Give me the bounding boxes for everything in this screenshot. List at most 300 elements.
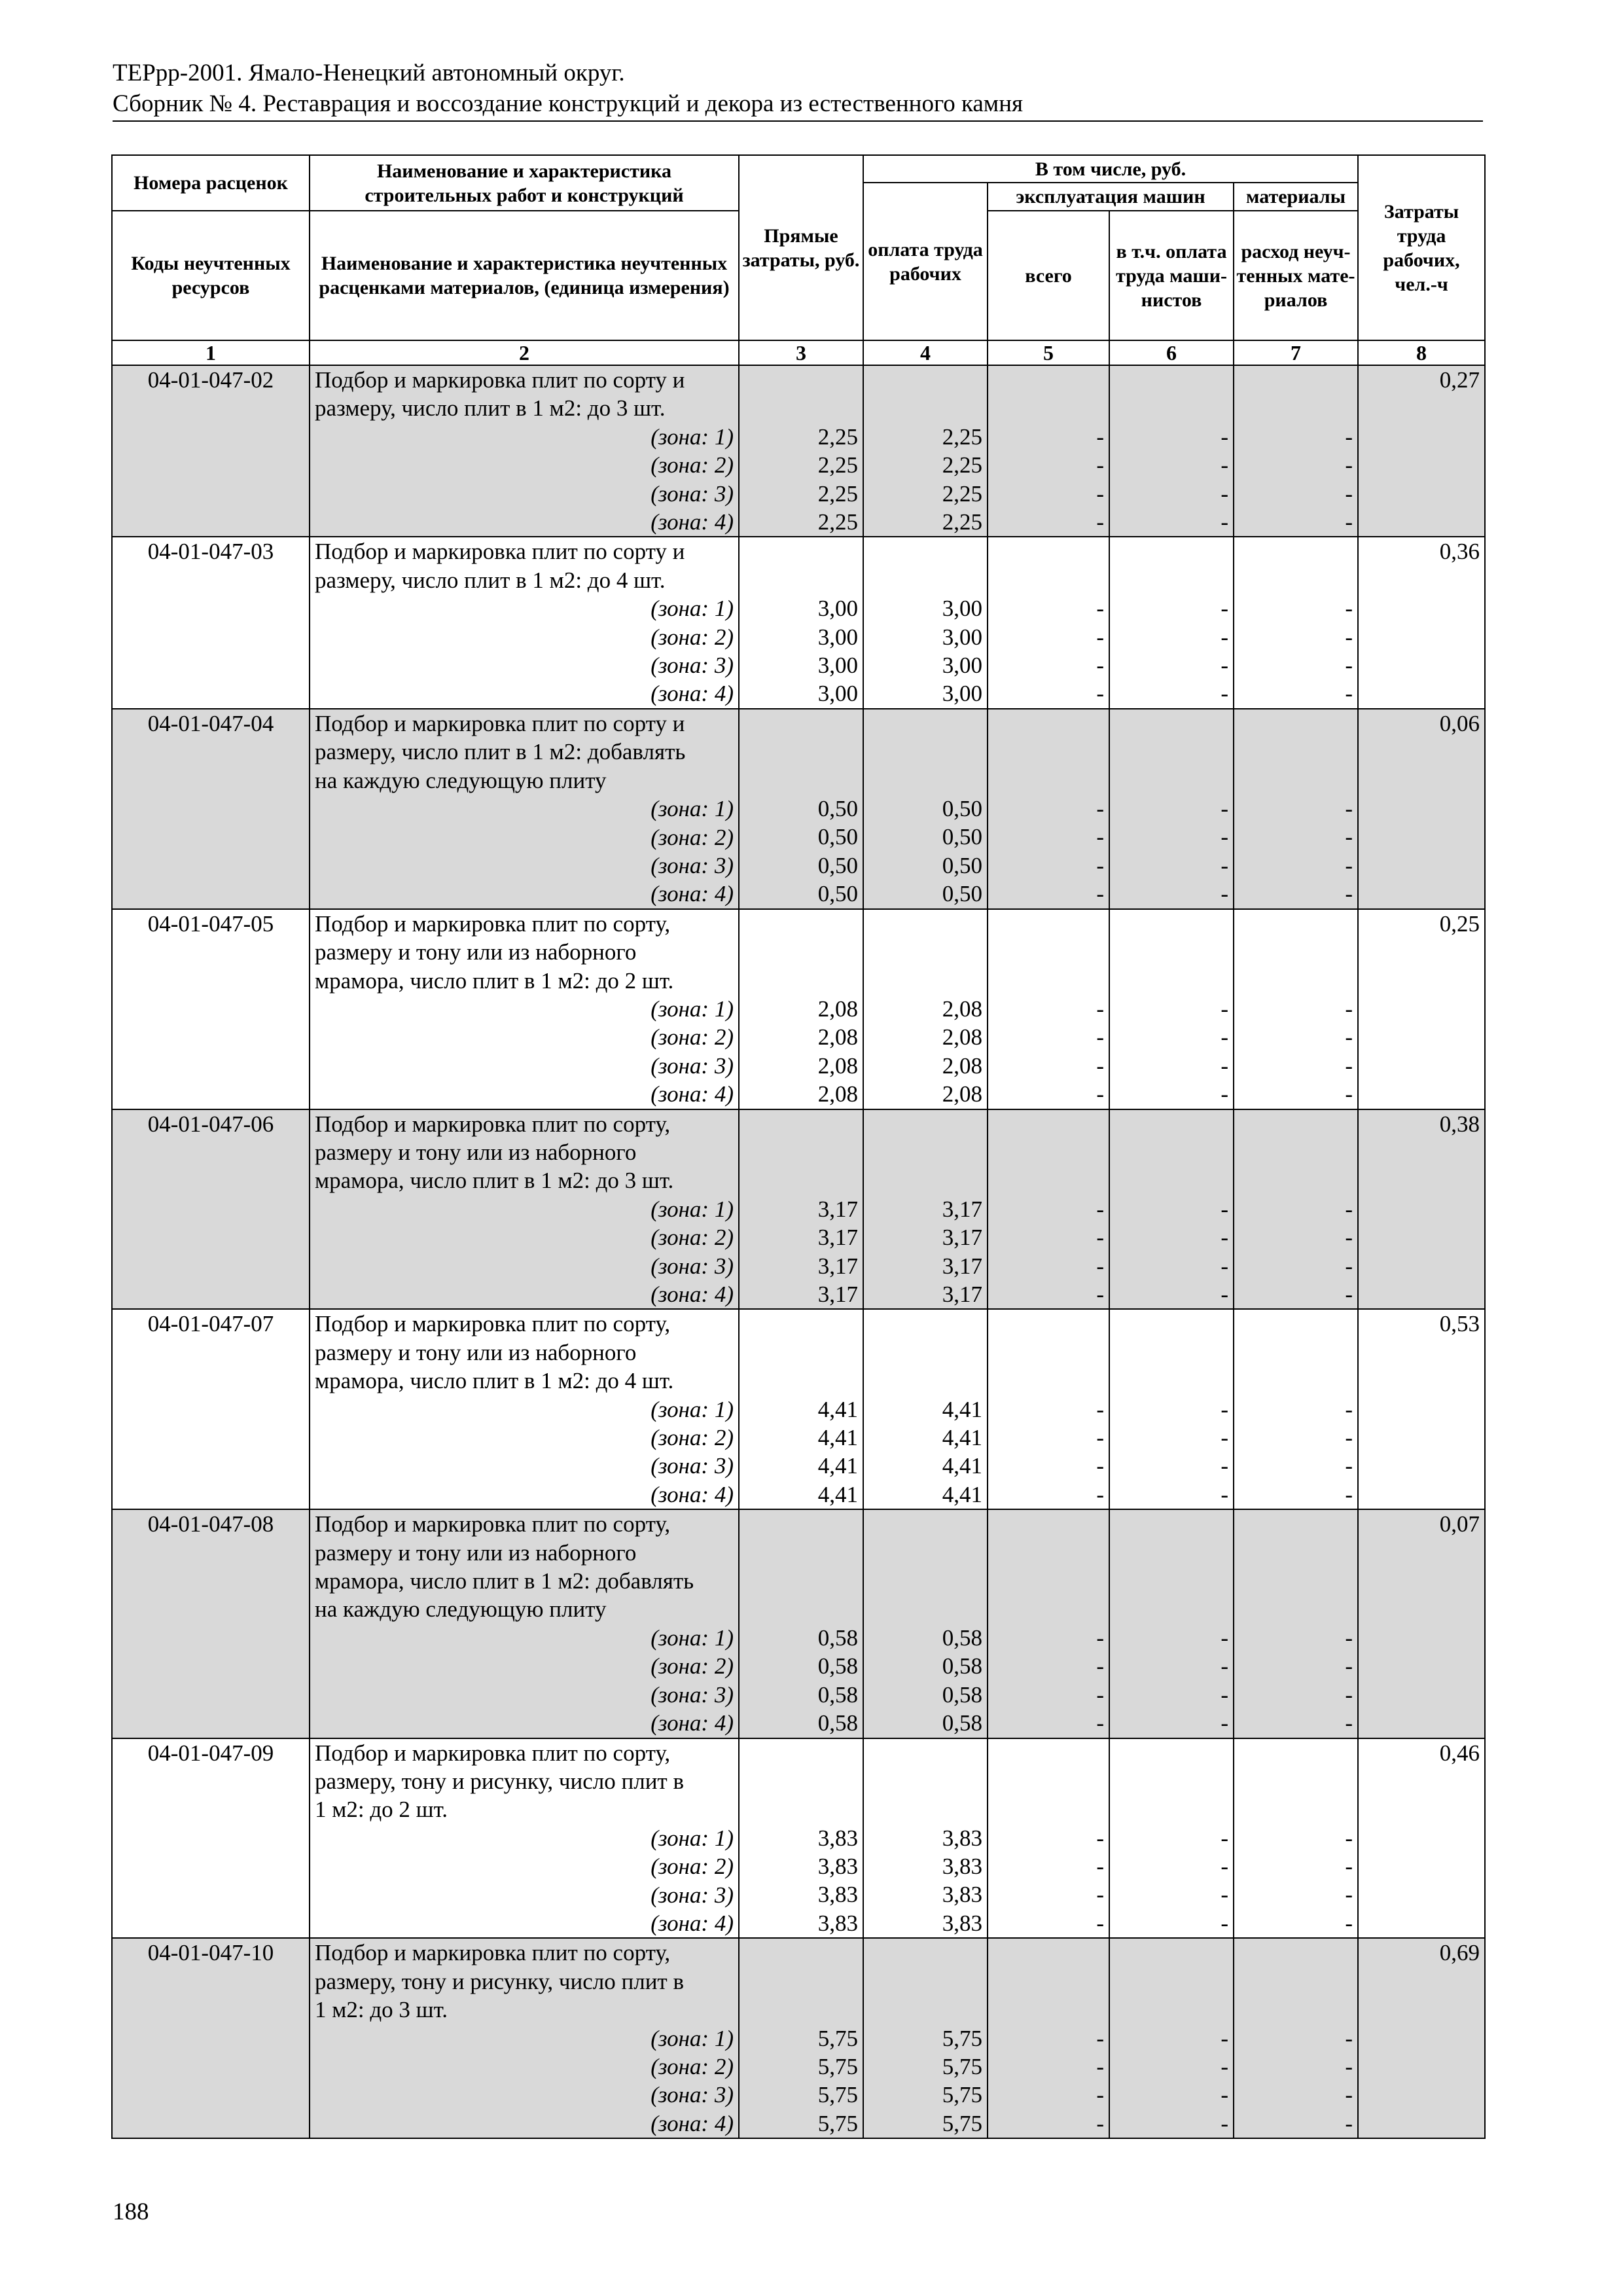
rate-description-cell xyxy=(310,537,739,708)
direct-cost-value: 3,17 xyxy=(817,1281,858,1307)
rate-code: 04-01-047-05 xyxy=(147,910,274,937)
direct-cost-value: 0,50 xyxy=(817,881,858,907)
spacer xyxy=(744,1367,858,1395)
zone-label: (зона: 1) xyxy=(651,1624,734,1651)
machine-total-value: - xyxy=(1096,681,1104,707)
description-line: размеру, число плит в 1 м2: до 4 шт. xyxy=(315,567,666,593)
rate-description-cell xyxy=(310,709,739,909)
rate-code: 04-01-047-10 xyxy=(147,1940,274,1966)
spacer xyxy=(1239,709,1353,738)
spacer xyxy=(744,1595,858,1623)
spacer xyxy=(1239,1338,1353,1367)
machine-wages-value: - xyxy=(1221,1882,1228,1908)
spacer xyxy=(868,366,982,394)
spacer xyxy=(1115,366,1228,394)
materials-value: - xyxy=(1345,1481,1353,1507)
rate-code-cell xyxy=(112,1309,310,1509)
direct-cost-value: 2,08 xyxy=(817,996,858,1022)
spacer xyxy=(1115,967,1228,995)
spacer xyxy=(1239,1967,1353,1996)
machine-total-value: - xyxy=(1096,1653,1104,1679)
direct-cost-value: 3,00 xyxy=(817,681,858,707)
spacer xyxy=(1239,738,1353,766)
direct-cost-cell xyxy=(739,1109,863,1310)
spacer xyxy=(993,1166,1104,1194)
machine-wages-cell xyxy=(1109,1509,1234,1738)
materials-value: - xyxy=(1345,1825,1353,1851)
machine-total-cell xyxy=(988,1938,1109,2138)
wages-value: 2,08 xyxy=(942,996,982,1022)
column-number: 8 xyxy=(1358,340,1485,365)
column-number: 2 xyxy=(310,340,739,365)
machine-wages-value: - xyxy=(1221,2110,1228,2136)
rate-code: 04-01-047-02 xyxy=(147,367,274,393)
spacer xyxy=(1115,537,1228,565)
spacer xyxy=(1239,766,1353,795)
machine-wages-value: - xyxy=(1221,996,1228,1022)
spacer xyxy=(1115,1795,1228,1823)
spacer xyxy=(744,766,858,795)
machine-total-value: - xyxy=(1096,1225,1104,1251)
machine-wages-value: - xyxy=(1221,1281,1228,1307)
spacer xyxy=(1239,1539,1353,1567)
wages-value: 5,75 xyxy=(942,2082,982,2108)
wages-value: 2,25 xyxy=(942,480,982,507)
description-line: размеру, число плит в 1 м2: добавлять xyxy=(315,739,686,765)
spacer xyxy=(993,1110,1104,1138)
direct-cost-cell xyxy=(739,709,863,909)
labor-cost-value: 0,27 xyxy=(1439,367,1480,393)
wages-value: 3,00 xyxy=(942,624,982,650)
wages-cell xyxy=(863,1738,988,1939)
spacer xyxy=(1115,766,1228,795)
materials-value: - xyxy=(1345,996,1353,1022)
description-line: Подбор и маркировка плит по сорту, xyxy=(315,1311,671,1337)
direct-cost-value: 2,25 xyxy=(817,423,858,450)
document-header xyxy=(113,58,1483,122)
header-machine-total: всего xyxy=(988,211,1109,340)
table-row xyxy=(112,1109,1485,1310)
machine-wages-value: - xyxy=(1221,596,1228,622)
rate-code-cell xyxy=(112,365,310,537)
column-number: 6 xyxy=(1109,340,1234,365)
zone-label: (зона: 4) xyxy=(651,1282,734,1307)
direct-cost-cell xyxy=(739,909,863,1109)
spacer xyxy=(1239,566,1353,594)
wages-value: 3,83 xyxy=(942,1854,982,1880)
zone-label: (зона: 4) xyxy=(651,1710,734,1736)
wages-value: 3,00 xyxy=(942,681,982,707)
spacer xyxy=(868,537,982,565)
spacer xyxy=(1115,394,1228,422)
rate-code-cell xyxy=(112,1109,310,1310)
spacer xyxy=(1115,738,1228,766)
description-line: размеру и тону или из наборного xyxy=(315,939,637,965)
spacer xyxy=(744,938,858,966)
direct-cost-cell xyxy=(739,1938,863,2138)
description-line: мрамора, число плит в 1 м2: добавлять xyxy=(315,1568,694,1594)
spacer xyxy=(993,1310,1104,1338)
direct-cost-value: 3,83 xyxy=(817,1825,858,1851)
spacer xyxy=(1239,1310,1353,1338)
machine-wages-value: - xyxy=(1221,1024,1228,1050)
wages-value: 2,08 xyxy=(942,1052,982,1079)
materials-value: - xyxy=(1345,1681,1353,1708)
materials-value: - xyxy=(1345,1225,1353,1251)
document-title: ТЕРрр-2001. Ямало-Ненецкий автономный округ. xyxy=(113,60,625,86)
spacer xyxy=(1239,1510,1353,1538)
spacer xyxy=(744,910,858,938)
machine-total-value: - xyxy=(1096,852,1104,878)
machine-wages-value: - xyxy=(1221,423,1228,450)
description-line: мрамора, число плит в 1 м2: до 4 шт. xyxy=(315,1368,674,1394)
rates-table xyxy=(111,154,1486,2139)
materials-value: - xyxy=(1345,881,1353,907)
table-row xyxy=(112,1938,1485,2138)
spacer xyxy=(993,766,1104,795)
labor-cost-value: 0,07 xyxy=(1439,1511,1480,1537)
spacer xyxy=(868,1166,982,1194)
zone-label: (зона: 2) xyxy=(651,824,734,850)
wages-value: 4,41 xyxy=(942,1424,982,1450)
spacer xyxy=(1239,1138,1353,1166)
description-line: размеру, тону и рисунку, число плит в xyxy=(315,1968,684,1994)
machine-total-value: - xyxy=(1096,1424,1104,1450)
machine-total-value: - xyxy=(1096,624,1104,650)
direct-cost-value: 0,58 xyxy=(817,1653,858,1679)
rate-description-cell xyxy=(310,1738,739,1939)
rate-description-cell xyxy=(310,365,739,537)
rate-code-cell xyxy=(112,1938,310,2138)
machine-wages-value: - xyxy=(1221,681,1228,707)
materials-value: - xyxy=(1345,653,1353,679)
spacer xyxy=(1239,910,1353,938)
spacer xyxy=(993,394,1104,422)
spacer xyxy=(868,938,982,966)
spacer xyxy=(1239,1110,1353,1138)
description-line: на каждую следующую плиту xyxy=(315,1596,607,1623)
machine-wages-cell xyxy=(1109,709,1234,909)
spacer xyxy=(993,1138,1104,1166)
machine-total-value: - xyxy=(1096,1910,1104,1936)
zone-label: (зона: 2) xyxy=(651,1653,734,1679)
machine-wages-value: - xyxy=(1221,1624,1228,1651)
machine-total-value: - xyxy=(1096,1396,1104,1422)
machine-wages-value: - xyxy=(1221,881,1228,907)
direct-cost-value: 0,58 xyxy=(817,1681,858,1708)
materials-value: - xyxy=(1345,681,1353,707)
wages-value: 3,17 xyxy=(942,1281,982,1307)
zone-label: (зона: 2) xyxy=(651,2053,734,2079)
spacer xyxy=(993,1539,1104,1567)
table-row xyxy=(112,1509,1485,1738)
materials-value: - xyxy=(1345,509,1353,535)
description-line: Подбор и маркировка плит по сорту, xyxy=(315,1511,671,1537)
machine-total-value: - xyxy=(1096,1681,1104,1708)
labor-cost-cell xyxy=(1358,1509,1485,1738)
machine-wages-value: - xyxy=(1221,2053,1228,2079)
table-row xyxy=(112,1738,1485,1939)
description-line: размеру, число плит в 1 м2: до 3 шт. xyxy=(315,395,666,422)
description-line: Подбор и маркировка плит по сорту, xyxy=(315,1940,671,1966)
direct-cost-value: 0,58 xyxy=(817,1624,858,1651)
direct-cost-value: 3,83 xyxy=(817,1854,858,1880)
zone-label: (зона: 3) xyxy=(651,480,734,507)
spacer xyxy=(1115,1595,1228,1623)
direct-cost-value: 4,41 xyxy=(817,1453,858,1479)
machine-total-cell xyxy=(988,1109,1109,1310)
spacer xyxy=(1115,1310,1228,1338)
direct-cost-value: 5,75 xyxy=(817,2053,858,2079)
spacer xyxy=(993,1338,1104,1367)
zone-label: (зона: 3) xyxy=(651,1453,734,1479)
wages-value: 3,83 xyxy=(942,1882,982,1908)
materials-cell xyxy=(1234,1738,1358,1939)
machine-total-value: - xyxy=(1096,1024,1104,1050)
wages-value: 4,41 xyxy=(942,1453,982,1479)
spacer xyxy=(1115,1939,1228,1967)
spacer xyxy=(744,967,858,995)
spacer xyxy=(868,1138,982,1166)
spacer xyxy=(993,1767,1104,1795)
direct-cost-value: 2,25 xyxy=(817,509,858,535)
machine-wages-value: - xyxy=(1221,1681,1228,1708)
spacer xyxy=(993,938,1104,966)
spacer xyxy=(868,1110,982,1138)
direct-cost-value: 3,17 xyxy=(817,1196,858,1222)
rate-code-cell xyxy=(112,537,310,708)
spacer xyxy=(1239,938,1353,966)
wages-value: 3,17 xyxy=(942,1225,982,1251)
materials-value: - xyxy=(1345,1882,1353,1908)
table-row xyxy=(112,1309,1485,1509)
wages-value: 4,41 xyxy=(942,1481,982,1507)
materials-cell xyxy=(1234,709,1358,909)
machine-wages-value: - xyxy=(1221,1653,1228,1679)
spacer xyxy=(993,566,1104,594)
machine-total-value: - xyxy=(1096,596,1104,622)
spacer xyxy=(868,1567,982,1595)
materials-cell xyxy=(1234,1509,1358,1738)
machine-total-cell xyxy=(988,1309,1109,1509)
spacer xyxy=(1115,1338,1228,1367)
zone-label: (зона: 2) xyxy=(651,624,734,650)
spacer xyxy=(1115,938,1228,966)
materials-value: - xyxy=(1345,852,1353,878)
spacer xyxy=(1115,1138,1228,1166)
spacer xyxy=(744,394,858,422)
machine-wages-value: - xyxy=(1221,1453,1228,1479)
spacer xyxy=(744,1567,858,1595)
table-body xyxy=(112,365,1485,2138)
spacer xyxy=(868,1939,982,1967)
materials-cell xyxy=(1234,1109,1358,1310)
labor-cost-cell xyxy=(1358,1738,1485,1939)
labor-cost-value: 0,38 xyxy=(1439,1111,1480,1137)
description-line: мрамора, число плит в 1 м2: до 2 шт. xyxy=(315,967,674,994)
header-direct-costs: Прямые затраты, руб. xyxy=(739,155,863,340)
wages-cell xyxy=(863,537,988,708)
machine-wages-value: - xyxy=(1221,1910,1228,1936)
description-line: размеру и тону или из наборного xyxy=(315,1539,637,1566)
wages-cell xyxy=(863,1509,988,1738)
zone-label: (зона: 2) xyxy=(651,1225,734,1251)
zone-label: (зона: 4) xyxy=(651,681,734,707)
rate-code: 04-01-047-06 xyxy=(147,1111,274,1137)
zone-label: (зона: 3) xyxy=(651,653,734,679)
materials-value: - xyxy=(1345,624,1353,650)
direct-cost-value: 3,83 xyxy=(817,1882,858,1908)
direct-cost-cell xyxy=(739,1309,863,1509)
zone-label: (зона: 1) xyxy=(651,1825,734,1851)
machine-total-value: - xyxy=(1096,1854,1104,1880)
header-wages: оплата труда рабочих xyxy=(863,183,988,340)
spacer xyxy=(868,910,982,938)
direct-cost-value: 3,17 xyxy=(817,1225,858,1251)
spacer xyxy=(744,566,858,594)
zone-label: (зона: 3) xyxy=(651,1681,734,1708)
materials-value: - xyxy=(1345,1396,1353,1422)
machine-wages-cell xyxy=(1109,1309,1234,1509)
rate-code-cell xyxy=(112,1509,310,1738)
zone-label: (зона: 3) xyxy=(651,852,734,878)
header-work-name: Наименование и характеристика строительных работ и конструкций xyxy=(310,155,739,211)
description-line: Подбор и маркировка плит по сорту, xyxy=(315,1740,671,1766)
machine-total-value: - xyxy=(1096,1825,1104,1851)
spacer xyxy=(993,967,1104,995)
direct-cost-value: 3,83 xyxy=(817,1910,858,1936)
machine-wages-value: - xyxy=(1221,1481,1228,1507)
materials-cell xyxy=(1234,909,1358,1109)
direct-cost-value: 0,58 xyxy=(817,1710,858,1736)
spacer xyxy=(868,1996,982,2024)
materials-value: - xyxy=(1345,2053,1353,2079)
spacer xyxy=(1239,537,1353,565)
wages-value: 3,83 xyxy=(942,1825,982,1851)
machine-total-value: - xyxy=(1096,1882,1104,1908)
description-line: Подбор и маркировка плит по сорту и xyxy=(315,539,685,565)
column-number: 1 xyxy=(112,340,310,365)
machine-total-value: - xyxy=(1096,1196,1104,1222)
wages-value: 0,50 xyxy=(942,796,982,822)
machine-wages-value: - xyxy=(1221,1396,1228,1422)
labor-cost-cell xyxy=(1358,365,1485,537)
header-materials-consumption: расход неуч-тенных мате-риалов xyxy=(1234,211,1358,340)
spacer xyxy=(1239,1739,1353,1767)
header-rate-numbers: Номера расценок xyxy=(112,155,310,211)
direct-cost-value: 3,17 xyxy=(817,1253,858,1279)
zone-label: (зона: 3) xyxy=(651,1882,734,1908)
spacer xyxy=(993,738,1104,766)
header-machine-operation: эксплуатация машин xyxy=(988,183,1234,211)
materials-value: - xyxy=(1345,1081,1353,1107)
zone-label: (зона: 4) xyxy=(651,1910,734,1936)
description-line: Подбор и маркировка плит по сорту, xyxy=(315,1111,671,1137)
machine-wages-cell xyxy=(1109,1938,1234,2138)
wages-value: 3,17 xyxy=(942,1253,982,1279)
spacer xyxy=(1115,1166,1228,1194)
rate-code-cell xyxy=(112,1738,310,1939)
spacer xyxy=(868,566,982,594)
rate-code-cell xyxy=(112,709,310,909)
wages-value: 5,75 xyxy=(942,2053,982,2079)
table-header xyxy=(112,155,1485,365)
materials-value: - xyxy=(1345,1710,1353,1736)
labor-cost-cell xyxy=(1358,1938,1485,2138)
spacer xyxy=(744,1310,858,1338)
wages-value: 3,83 xyxy=(942,1910,982,1936)
description-line: Подбор и маркировка плит по сорту, xyxy=(315,910,671,937)
materials-value: - xyxy=(1345,2082,1353,2108)
header-including: В том числе, руб. xyxy=(863,155,1358,183)
wages-value: 2,08 xyxy=(942,1024,982,1050)
direct-cost-cell xyxy=(739,537,863,708)
spacer xyxy=(1239,967,1353,995)
zone-label: (зона: 4) xyxy=(651,2110,734,2136)
materials-value: - xyxy=(1345,1052,1353,1079)
machine-total-value: - xyxy=(1096,796,1104,822)
materials-value: - xyxy=(1345,2025,1353,2051)
spacer xyxy=(868,1795,982,1823)
rate-code: 04-01-047-03 xyxy=(147,539,274,565)
spacer xyxy=(868,1595,982,1623)
wages-value: 0,50 xyxy=(942,881,982,907)
zone-label: (зона: 4) xyxy=(651,1481,734,1507)
header-unaccounted-codes: Коды неучтенных ресурсов xyxy=(112,211,310,340)
materials-value: - xyxy=(1345,1653,1353,1679)
labor-cost-value: 0,53 xyxy=(1439,1311,1480,1337)
header-labor-costs: Затраты труда рабочих, чел.-ч xyxy=(1358,155,1485,340)
materials-value: - xyxy=(1345,1281,1353,1307)
table-row xyxy=(112,909,1485,1109)
rate-code: 04-01-047-07 xyxy=(147,1311,274,1337)
machine-total-value: - xyxy=(1096,881,1104,907)
spacer xyxy=(1239,366,1353,394)
machine-wages-value: - xyxy=(1221,1081,1228,1107)
zone-label: (зона: 4) xyxy=(651,881,734,907)
zone-label: (зона: 1) xyxy=(651,796,734,822)
spacer xyxy=(1115,1567,1228,1595)
spacer xyxy=(993,709,1104,738)
spacer xyxy=(1239,1996,1353,2024)
header-machine-wages: в т.ч. оплата труда маши-нистов xyxy=(1109,211,1234,340)
wages-cell xyxy=(863,1938,988,2138)
spacer xyxy=(868,1767,982,1795)
spacer xyxy=(744,1996,858,2024)
zone-label: (зона: 4) xyxy=(651,509,734,535)
direct-cost-value: 0,50 xyxy=(817,824,858,850)
machine-total-value: - xyxy=(1096,1253,1104,1279)
spacer xyxy=(744,1767,858,1795)
machine-total-value: - xyxy=(1096,2053,1104,2079)
materials-value: - xyxy=(1345,1910,1353,1936)
materials-value: - xyxy=(1345,452,1353,478)
spacer xyxy=(868,709,982,738)
machine-total-value: - xyxy=(1096,2025,1104,2051)
machine-wages-value: - xyxy=(1221,452,1228,478)
spacer xyxy=(868,1338,982,1367)
spacer xyxy=(1115,1767,1228,1795)
wages-value: 0,58 xyxy=(942,1710,982,1736)
machine-wages-value: - xyxy=(1221,2025,1228,2051)
zone-label: (зона: 1) xyxy=(651,423,734,450)
machine-total-cell xyxy=(988,709,1109,909)
spacer xyxy=(744,1166,858,1194)
spacer xyxy=(744,1510,858,1538)
labor-cost-value: 0,36 xyxy=(1439,539,1480,565)
direct-cost-cell xyxy=(739,1738,863,1939)
zone-label: (зона: 3) xyxy=(651,1253,734,1279)
